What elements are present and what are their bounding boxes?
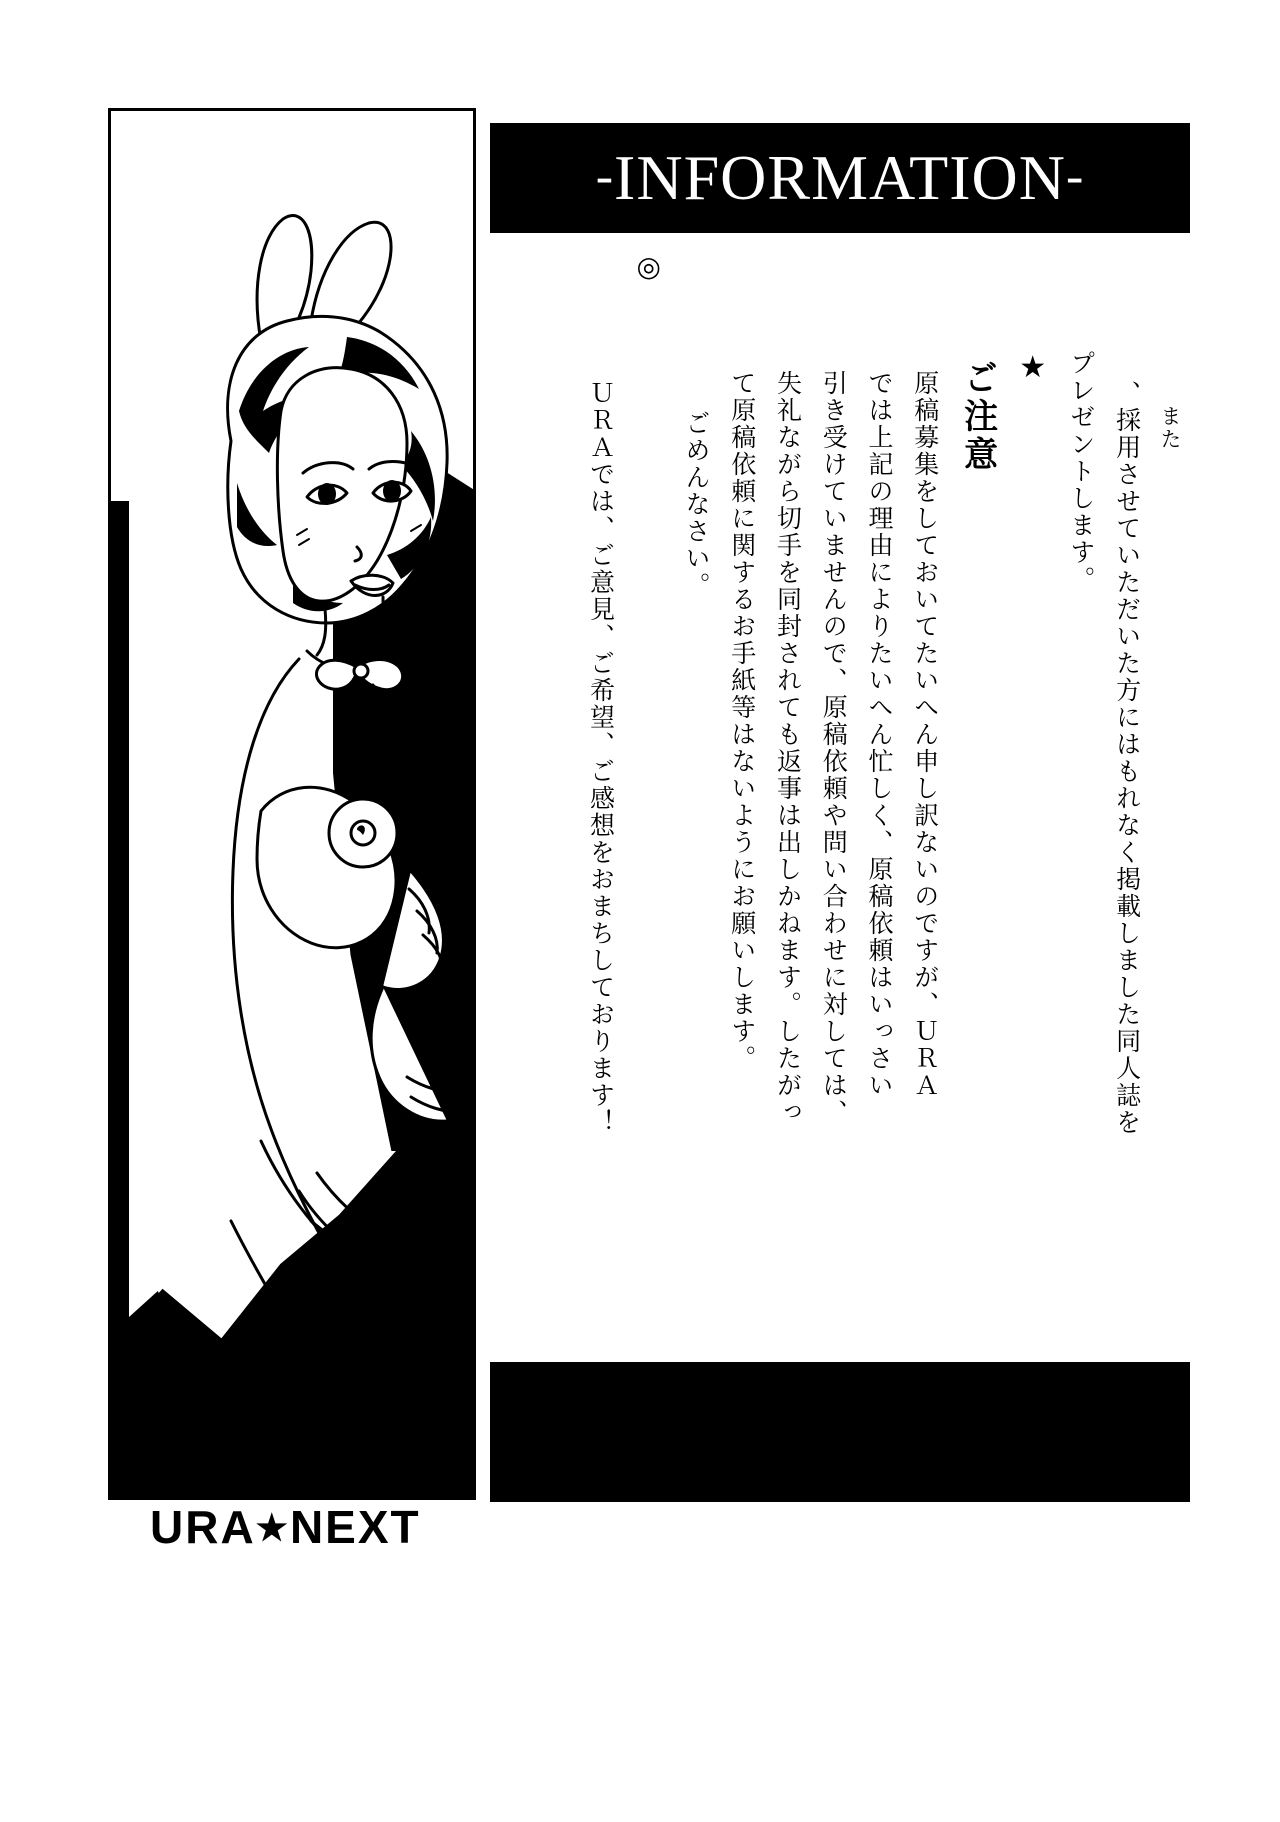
title-dash-right: - — [1065, 148, 1085, 205]
notice-column-7: て原稿依頼に関するお手紙等はないようにお願いします。 — [727, 370, 757, 1072]
notice-column-4: では上記の理由によりたいへん忙しく、原稿依頼はいっさい — [865, 370, 895, 1099]
footer-bar — [490, 1362, 1190, 1502]
ura-next-text-left: URA — [150, 1501, 256, 1553]
bunny-girl-illustration — [111, 111, 476, 1500]
title-dash-left: - — [595, 148, 615, 205]
notice-text-block — [490, 250, 1190, 1350]
notice-column-8: ごめんなさい。 — [682, 410, 712, 599]
circle-bullet-icon: ◎ — [632, 250, 666, 285]
ura-next-text-right: NEXT — [289, 1501, 421, 1553]
notice-column-9: ＵＲＡでは、ご意見、ご希望、ご感想をおまちしております！ — [586, 380, 616, 1136]
notice-column-0: また — [1158, 405, 1182, 451]
notice-column-1: 、採用させていただいた方にはもれなく掲載しました同人誌を — [1112, 380, 1142, 1136]
information-header-bar — [490, 123, 1190, 233]
notice-heading: ご注意 — [957, 360, 998, 474]
notice-column-6: 失礼ながら切手を同封されても返事は出しかねます。したがっ — [773, 370, 803, 1126]
notice-column-3: 原稿募集をしておいてたいへん申し訳ないのですが、ＵＲＡ — [910, 370, 940, 1099]
notice-column-5: 引き受けていませんので、原稿依頼や問い合わせに対しては、 — [819, 370, 849, 1126]
ura-next-caption — [150, 1500, 450, 1554]
title-text: INFORMATION — [614, 142, 1066, 213]
star-icon: ★ — [255, 1507, 290, 1548]
illustration-panel — [108, 108, 476, 1500]
notice-column-2: プレゼントします。 — [1066, 350, 1096, 593]
page-title — [596, 141, 1085, 215]
star-bullet-icon: ★ — [1015, 350, 1051, 385]
